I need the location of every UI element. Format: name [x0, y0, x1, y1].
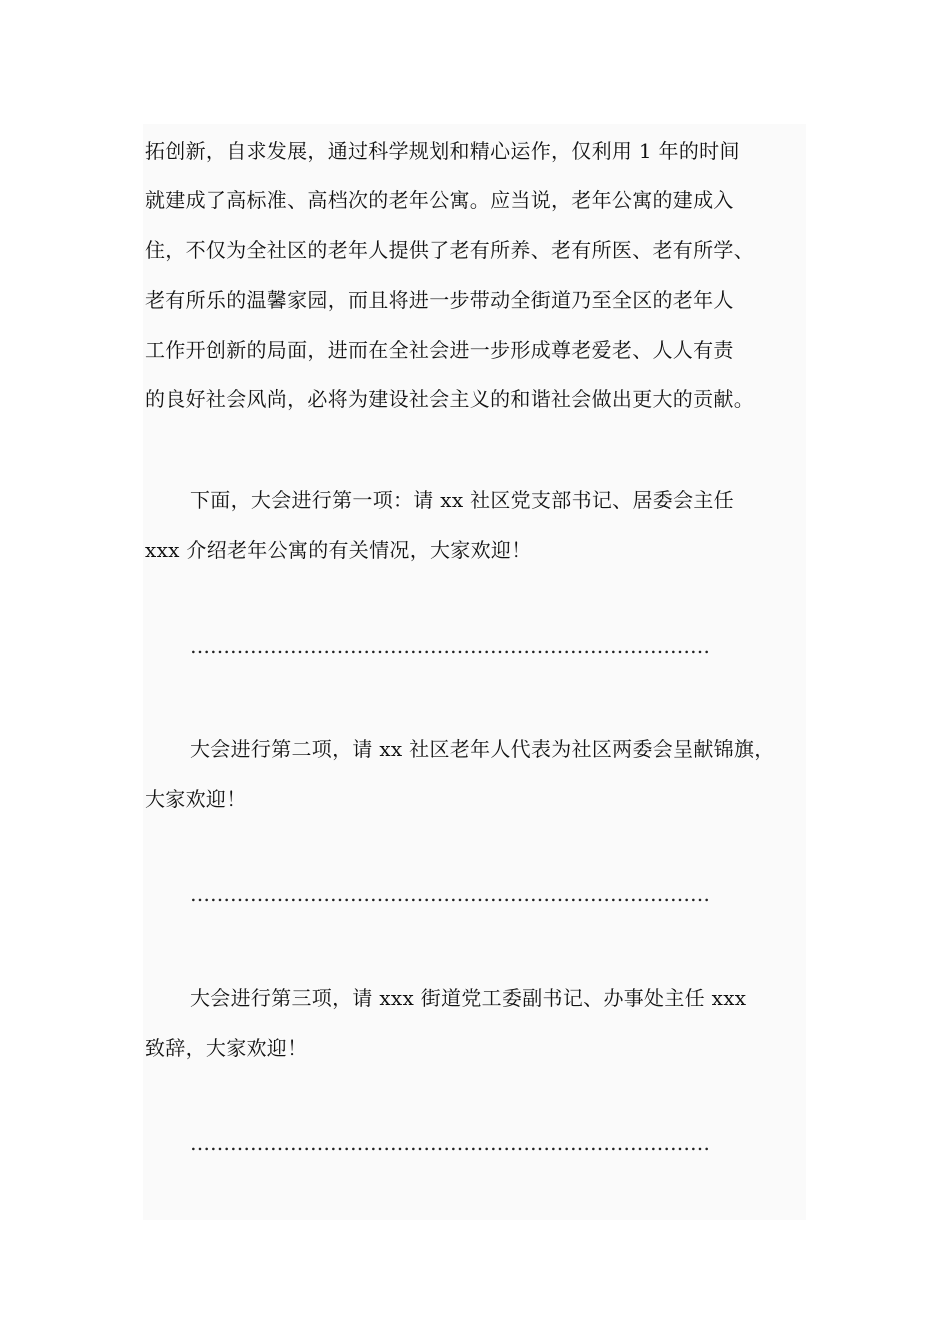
- paragraph-line: 工作开创新的局面，进而在全社会进一步形成尊老爱老、人人有责: [145, 338, 734, 362]
- dotted-separator: ……………………………………………………………………: [190, 882, 710, 906]
- paragraph-line: 住，不仅为全社区的老年人提供了老有所养、老有所医、老有所学、: [145, 238, 754, 262]
- agenda-item-2-line: 大会进行第二项，请 xx 社区老年人代表为社区两委会呈献锦旗，: [190, 737, 775, 761]
- dotted-separator: ……………………………………………………………………: [190, 634, 710, 658]
- agenda-item-2-line: 大家欢迎！: [145, 787, 247, 811]
- agenda-item-1-line: 下面，大会进行第一项：请 xx 社区党支部书记、居委会主任: [190, 488, 734, 512]
- paragraph-line: 的良好社会风尚，必将为建设社会主义的和谐社会做出更大的贡献。: [145, 387, 754, 411]
- agenda-item-3-line: 大会进行第三项，请 xxx 街道党工委副书记、办事处主任 xxx: [190, 986, 747, 1010]
- agenda-item-1-line: xxx 介绍老年公寓的有关情况，大家欢迎！: [145, 538, 532, 562]
- agenda-item-3-line: 致辞，大家欢迎！: [145, 1036, 308, 1060]
- dotted-separator: ……………………………………………………………………: [190, 1131, 710, 1155]
- paragraph-line: 拓创新，自求发展，通过科学规划和精心运作，仅利用 1 年的时间: [145, 139, 740, 163]
- paragraph-line: 就建成了高标准、高档次的老年公寓。应当说，老年公寓的建成入: [145, 188, 734, 212]
- paragraph-line: 老有所乐的温馨家园，而且将进一步带动全街道乃至全区的老年人: [145, 288, 734, 312]
